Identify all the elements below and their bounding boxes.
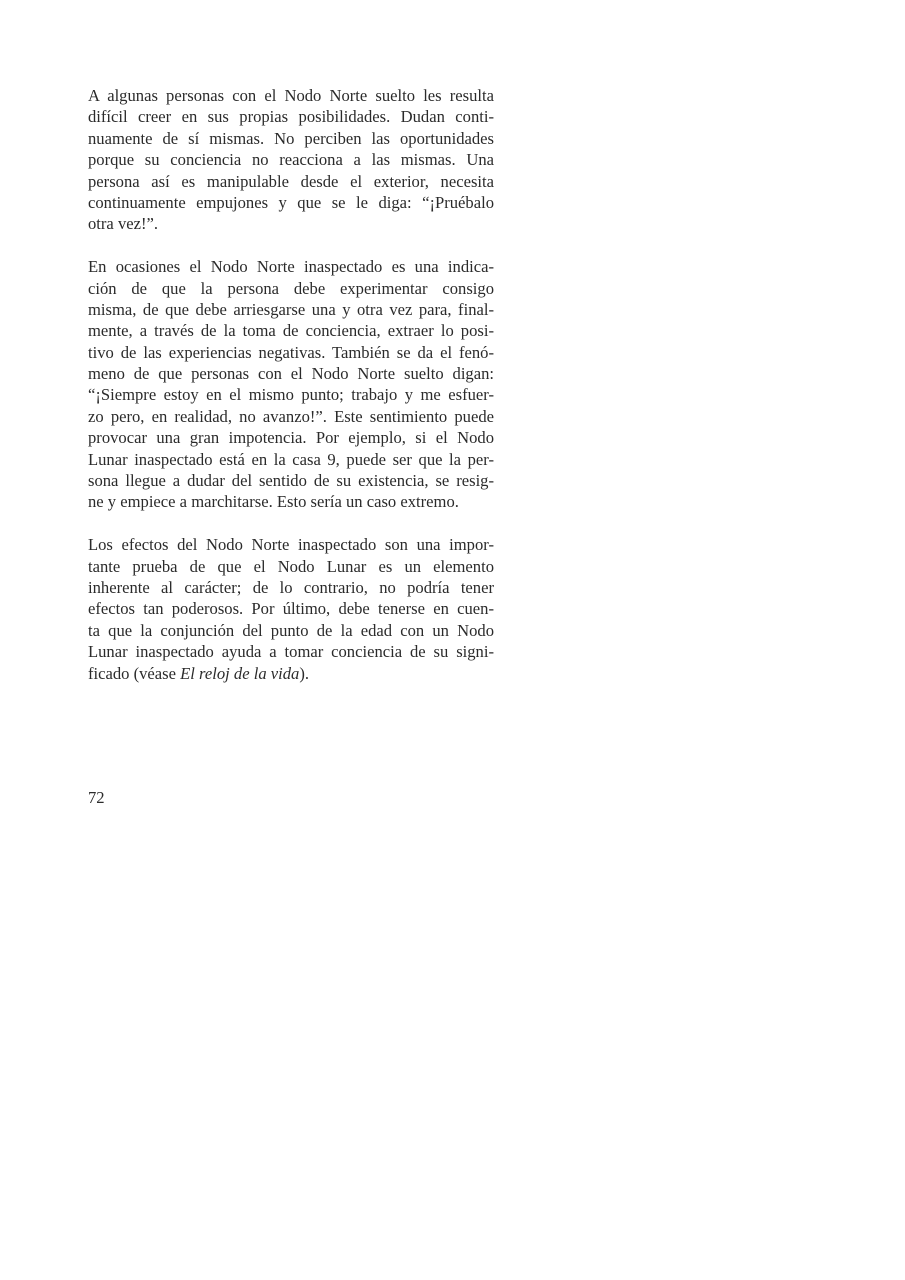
text-line: provocar una gran impotencia. Por ejemplo, si el Nodo <box>88 428 494 448</box>
paragraph-1 <box>88 85 494 235</box>
text-line: sona llegue a dudar del sentido de su existencia, se resig- <box>88 471 494 491</box>
book-title-reference: El reloj de la vida <box>180 663 300 683</box>
text-line: otra vez!”. <box>88 214 159 234</box>
text-line: difícil creer en sus propias posibilidades. Dudan conti- <box>88 107 494 127</box>
text-line: Lunar inaspectado está en la casa 9, puede ser que la per- <box>88 449 494 469</box>
paragraph-2 <box>88 256 494 513</box>
text-line: tante prueba de que el Nodo Lunar es un elemento <box>88 556 494 576</box>
final-line-text: ficado (véase <box>88 663 181 683</box>
text-line: efectos tan poderosos. Por último, debe tenerse en cuen- <box>88 599 494 619</box>
body-text <box>88 85 494 705</box>
text-line: ción de que la persona debe experimentar consigo <box>88 278 494 298</box>
text-line: inherente al carácter; de lo contrario, no podría tener <box>88 577 494 597</box>
text-line: porque su conciencia no reacciona a las mismas. Una <box>88 150 494 170</box>
text-line: tivo de las experiencias negativas. También se da el fenó- <box>88 342 494 362</box>
text-line-final <box>88 663 494 684</box>
text-line: Los efectos del Nodo Norte inaspectado son una impor- <box>88 535 494 555</box>
text-line: zo pero, en realidad, no avanzo!”. Este sentimiento puede <box>88 406 494 426</box>
page-number: 72 <box>88 788 105 807</box>
text-line: nuamente de sí mismas. No perciben las oportunidades <box>88 128 494 148</box>
text-line: En ocasiones el Nodo Norte inaspectado es una indica- <box>88 257 494 277</box>
text-line: mente, a través de la toma de conciencia, extraer lo posi- <box>88 321 494 341</box>
text-line: ta que la conjunción del punto de la edad con un Nodo <box>88 620 494 640</box>
paragraph-3 <box>88 534 494 684</box>
text-line: persona así es manipulable desde el exterior, necesita <box>88 171 494 191</box>
text-line: misma, de que debe arriesgarse una y otra vez para, final- <box>88 299 494 319</box>
text-line: Lunar inaspectado ayuda a tomar conciencia de su signi- <box>88 642 494 662</box>
text-line: meno de que personas con el Nodo Norte suelto digan: <box>88 364 494 384</box>
text-line: A algunas personas con el Nodo Norte suelto les resulta <box>88 86 494 105</box>
text-line: “¡Siempre estoy en el mismo punto; trabajo y me esfuer- <box>88 385 494 405</box>
text-line: ne y empiece a marchitarse. Esto sería un caso extremo. <box>88 492 459 512</box>
text-line: continuamente empujones y que se le diga: “¡Pruébalo <box>88 192 494 212</box>
final-line-end: ). <box>299 663 310 683</box>
